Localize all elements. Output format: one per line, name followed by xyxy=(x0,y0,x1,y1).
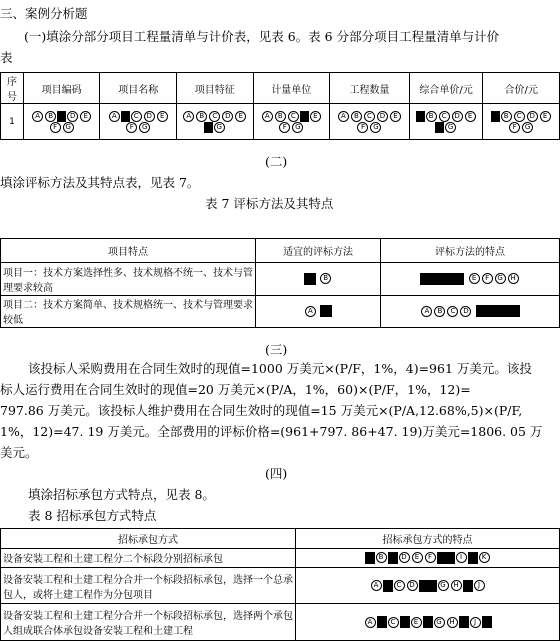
t8-mode: 设备安装工程和土建工程分二个标段分别招标承包 xyxy=(1,549,296,568)
t6-row-no: 1 xyxy=(1,104,24,140)
p3-line: 标人运行费用在合同生效时的现值=20 万美元×(P/A，1%，60)×(P/F，1%，12)= xyxy=(0,382,471,397)
t7-header: 评标方法的特点 xyxy=(381,239,560,263)
t6-header: 项目名称 xyxy=(100,73,177,104)
p3-line: 1%，12)=47. 19 万美元。全部费用的评标价格=(961+797. 86+47. 19)万美元=1806. 05 万 xyxy=(0,424,543,439)
t7-header: 适宜的评标方法 xyxy=(256,239,381,263)
t8-mode: 设备安装工程和土建工程分合并一个标段招标承包，选择一个总承包人，或将土建工程作为分包项目 xyxy=(1,567,296,604)
t6-header: 综合单价/元 xyxy=(409,73,482,104)
table-7 xyxy=(0,238,560,328)
paragraph-2: 填涂评标方法及其特点表，见表 7。 xyxy=(0,175,200,190)
t6-header: 项目特征 xyxy=(177,73,254,104)
table-row xyxy=(1,295,560,328)
t7-trait: E F G H xyxy=(381,263,560,296)
table-row xyxy=(1,604,560,641)
t8-trait: A C D G H J xyxy=(296,567,560,604)
table-7-title: 表 7 评标方法及其特点 xyxy=(205,196,334,211)
t7-feature: 项目二：技术方案简单、技术规格统一、技术与管理要求较低 xyxy=(1,295,256,328)
t6-cell: A B C EF G xyxy=(253,104,330,140)
t6-cell: A B C D EF G xyxy=(330,104,410,140)
t8-header: 招标承包方式的特点 xyxy=(296,529,560,549)
table-row xyxy=(1,567,560,604)
t8-trait: B D E F I K xyxy=(296,549,560,568)
paragraph-4: 填涂招标承包方式特点，见表 8。 xyxy=(28,487,215,502)
table-row xyxy=(1,104,560,140)
t6-cell: A C D EF G xyxy=(100,104,177,140)
table-8-title: 表 8 招标承包方式特点 xyxy=(28,508,157,523)
table-8 xyxy=(0,528,560,641)
t7-feature: 项目一：技术方案选择性多、技术规格不统一、技术与管理要求较高 xyxy=(1,263,256,296)
t6-header: 合价/元 xyxy=(483,73,560,104)
p3-line: 美元。 xyxy=(0,445,38,460)
t6-cell: B C D EF G xyxy=(483,104,560,140)
section-title: 三、案例分析题 xyxy=(0,6,88,21)
table-row xyxy=(1,549,560,568)
p3-line: 该投标人采购费用在合同生效时的现值=1000 万美元×(P/F，1%，4)=961 万美元。该投 xyxy=(28,361,532,376)
t8-mode: 设备安装工程和土建工程分合并一个标段招标承包，选择两个承包人组成联合体承包设备安装工程和土建工程 xyxy=(1,604,296,641)
t6-header: 项目编码 xyxy=(23,73,100,104)
t8-trait: A C E G H J xyxy=(296,604,560,641)
t6-header: 序号 xyxy=(1,73,24,104)
heading-4: (四) xyxy=(265,466,288,481)
t6-cell: A B D EF G xyxy=(23,104,100,140)
t6-cell: B C D EG xyxy=(409,104,482,140)
t7-method: B xyxy=(256,263,381,296)
p3-line: 797.86 万美元。该投标人维护费用在合同生效时的现值=15 万美元×(P/A,12.68%,5)×(P/F, xyxy=(0,403,523,418)
heading-3: (三) xyxy=(265,342,288,357)
table-row xyxy=(1,263,560,296)
paragraph-1-cont: 表 xyxy=(0,50,13,65)
heading-2: (二) xyxy=(265,154,288,169)
t7-header: 项目特点 xyxy=(1,239,256,263)
table-6 xyxy=(0,72,560,140)
t7-method: A xyxy=(256,295,381,328)
paragraph-1: (一)填涂分部分项目工程量清单与计价表，见表 6。表 6 分部分项目工程量清单与计价 xyxy=(24,29,500,44)
t6-header: 计量单位 xyxy=(253,73,330,104)
t6-cell: A B C D EG xyxy=(177,104,254,140)
t7-trait: A B C D xyxy=(381,295,560,328)
t6-header: 工程数量 xyxy=(330,73,410,104)
t8-header: 招标承包方式 xyxy=(1,529,296,549)
